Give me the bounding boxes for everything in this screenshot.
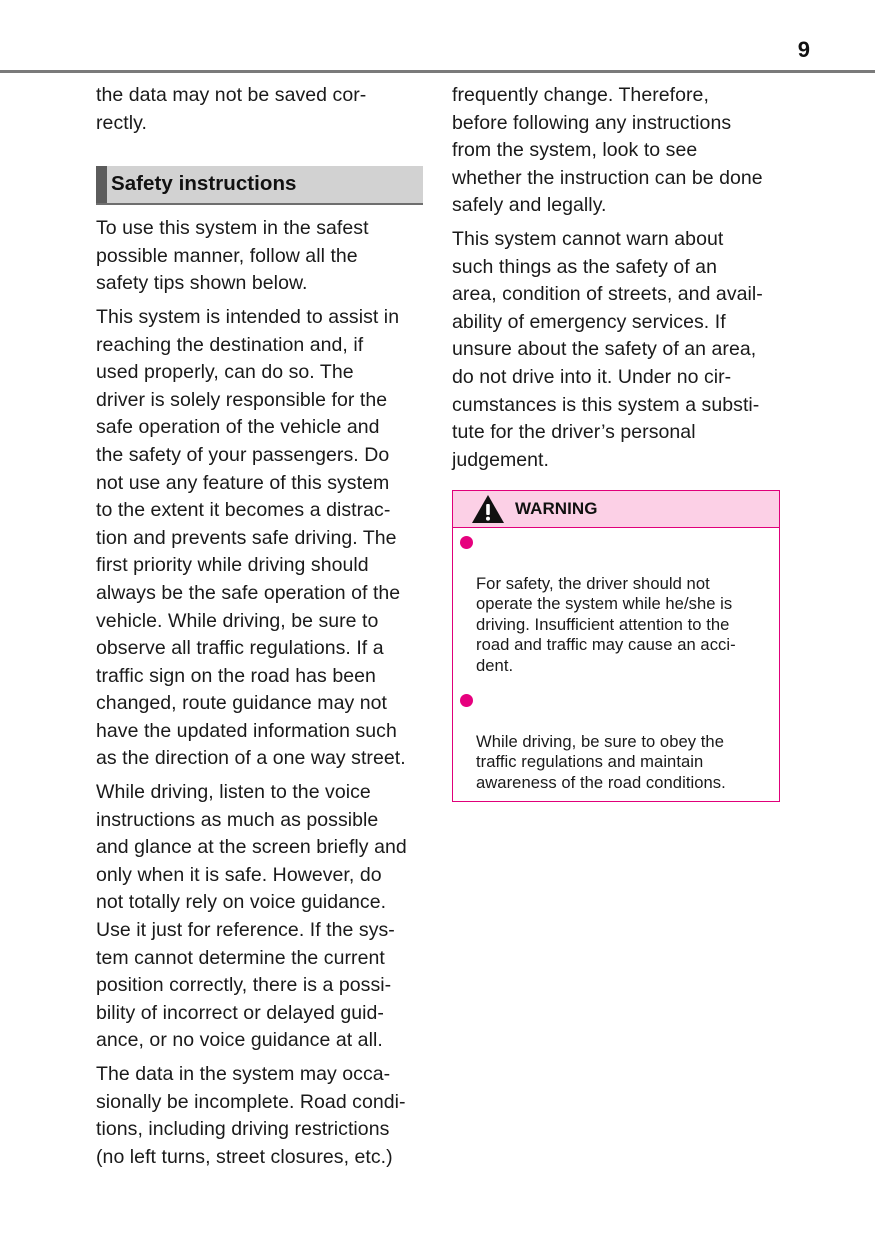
warning-item — [459, 690, 769, 793]
header-rule — [0, 70, 875, 73]
body-paragraph: While driving, listen to the voice instructions as much as possible and glance at the screen briefly and only when it is safe. However, do not totally rely on voice guidance. Use it just for reference. If the sys- tem cannot determine the current position correctly, there is a possi- bility of incorrect or delayed guid- ance, or no voice guidance at all. — [96, 781, 407, 1052]
warning-triangle-icon — [471, 494, 505, 524]
intro-paragraph: the data may not be saved cor- rectly. — [96, 84, 367, 134]
left-column — [96, 82, 426, 1177]
body-paragraph: The data in the system may occa- sionally be incomplete. Road condi- tions, including driving restrictions (no left turns, street closures, etc.) — [96, 1063, 406, 1168]
warning-header — [453, 491, 779, 528]
warning-box — [452, 490, 780, 802]
right-column — [452, 82, 782, 802]
bullet-dot-icon — [460, 536, 473, 549]
body-paragraph: frequently change. Therefore, before following any instructions from the system, look to see whether the instruction can be done safely and legally. — [452, 84, 763, 217]
section-heading-bar — [96, 166, 107, 203]
bullet-dot-icon — [460, 694, 473, 707]
section-heading — [96, 166, 423, 205]
warning-body — [453, 528, 779, 801]
warning-title: WARNING — [515, 499, 598, 519]
page-number: 9 — [797, 37, 810, 62]
body-paragraph: This system cannot warn about such things as the safety of an area, condition of streets, and avail- ability of emergency services. If unsure about the safety of an area, do not drive into it. Under no cir- cumstances is this system a substi- tute for the driver’s personal judgement. — [452, 227, 763, 471]
section-title: Safety instructions — [111, 172, 297, 196]
warning-item-text: While driving, be sure to obey the traffic regulations and maintain awareness of the road conditions. — [476, 731, 726, 792]
body-paragraph: This system is intended to assist in reaching the destination and, if used properly, can do so. The driver is solely responsible for the safe operation of the vehicle and the safety of your passengers. Do not use any feature of this system to the extent it becomes a distrac- tion and prevents safe driving. The first priority while driving should always be the safe operation of the vehicle. While driving, be sure to observe all traffic regulations. If a traffic sign on the road has been changed, route guidance may not have the updated information such as the direction of a one way street. — [96, 305, 406, 770]
warning-item-text: For safety, the driver should not operate the system while he/she is driving. Insufficient attention to the road and traffic may cause an acci- dent. — [476, 573, 736, 675]
warning-item — [459, 532, 769, 676]
body-paragraph: To use this system in the safest possible manner, follow all the safety tips shown below. — [96, 217, 369, 295]
